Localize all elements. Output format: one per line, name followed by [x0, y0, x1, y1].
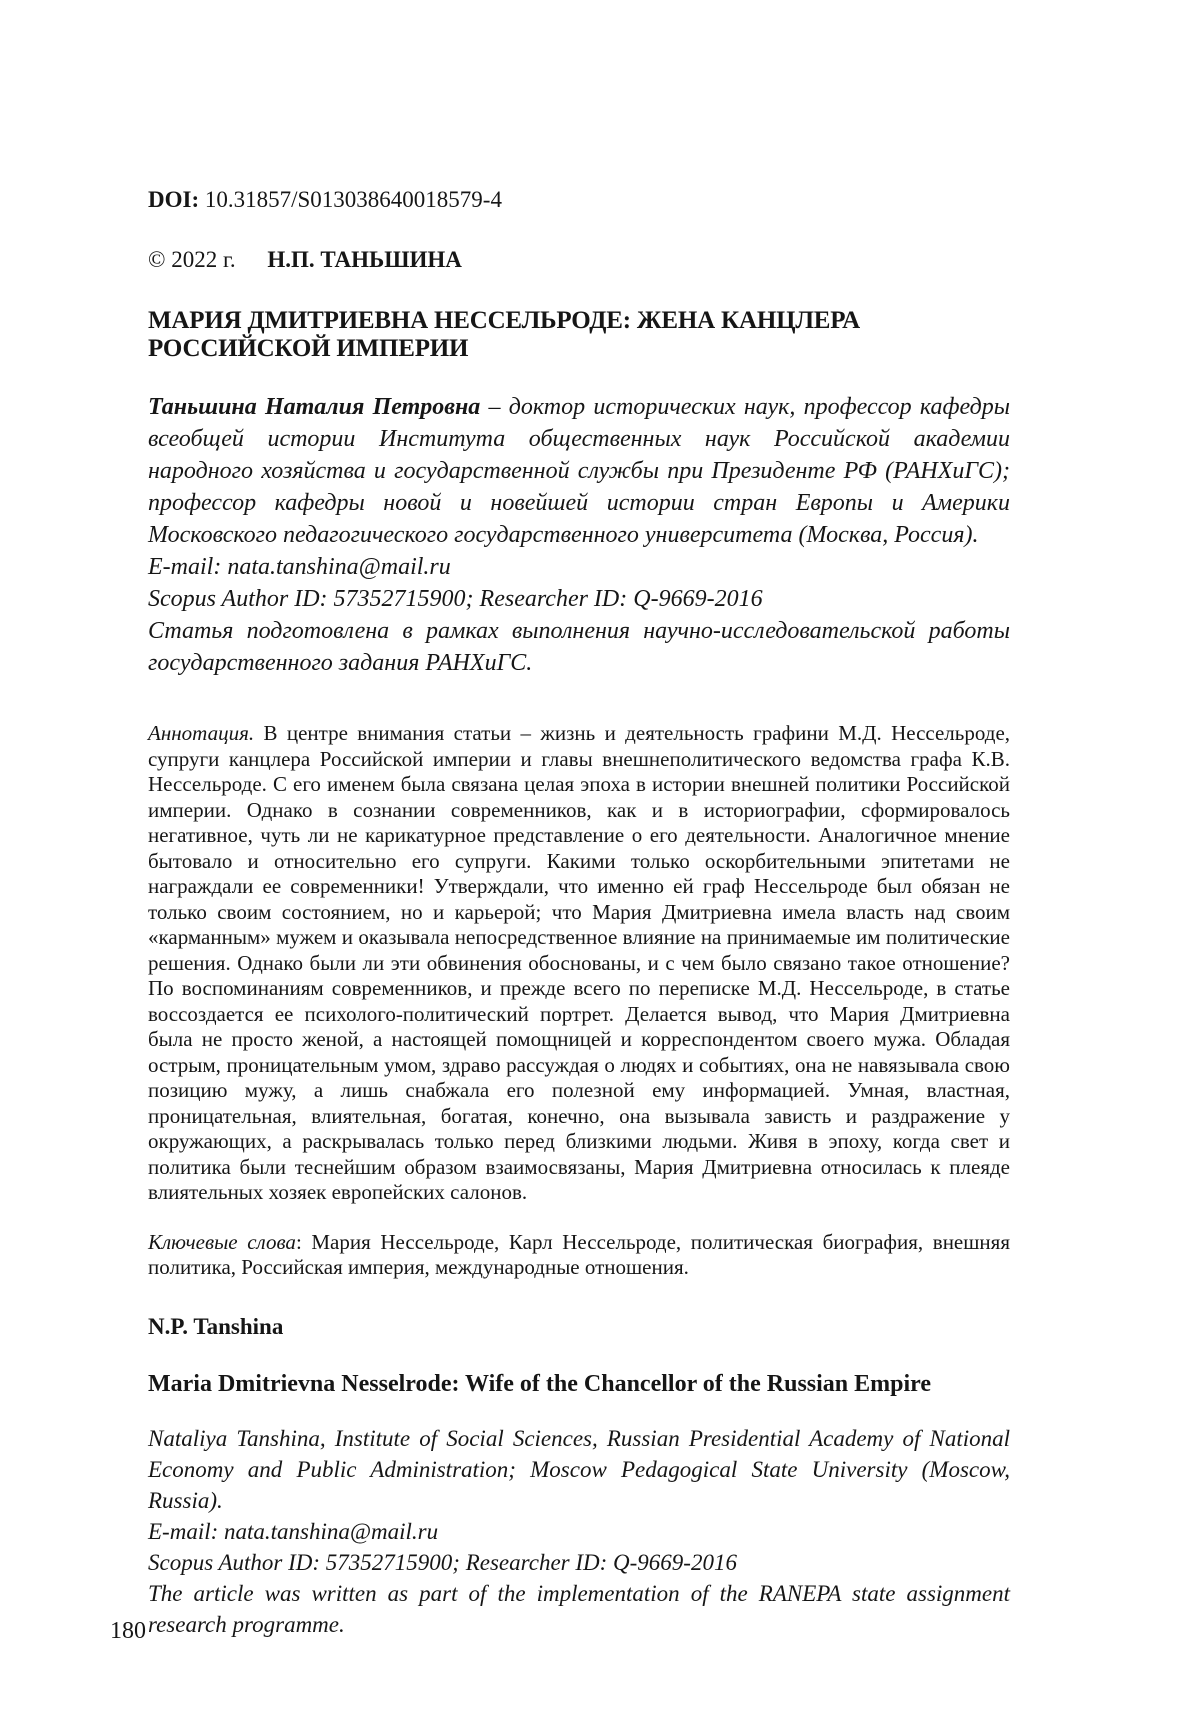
keywords-text: : Мария Нессельроде, Карл Нессельроде, политическая биография, внешняя политика, Российская империя, международные отношения. [148, 1229, 1010, 1280]
author-name-ru: Таньшина Наталия Петровна [148, 394, 481, 421]
keywords-label: Ключевые слова [148, 1229, 296, 1254]
author-affiliation-block-en [148, 1423, 1010, 1640]
abstract-label: Аннотация. [148, 721, 255, 746]
funding-note-ru: Статья подготовлена в рамках выполнения научно-исследовательской работы государственного задания РАНХиГС. [148, 618, 1010, 677]
email-line-en: E-mail: nata.tanshina@mail.ru [148, 1519, 439, 1545]
author-name-en: N.P. Tanshina [148, 1313, 284, 1339]
doi-value: 10.31857/S013038640018579-4 [204, 187, 502, 212]
abstract-text: В центре внимания статьи – жизнь и деятельность графини М.Д. Нессельроде, супруги канцлера Российской империи и главы внешнеполитического ведомства графа К.В. Нессельроде. С его именем была связана целая эпоха в истории внешней политики Российской империи. Однако в сознании современников, как и в историографии, сформировалось негативное, чуть ли не карикатурное представление о его деятельности. Аналогичное мнение бытовало и относительно его супруги. Какими только оскорбительными эпитетами не награждали ее современники! Утверждали, что именно ей граф Нессельроде был обязан не только своим состоянием, но и карьерой; что Мария Дмитриевна имела власть над своим «карманным» мужем и оказывала непосредственное влияние на принимаемые им политические решения. Однако были ли эти обвинения обоснованы, и с чем было связано такое отношение? По воспоминаниям современников, и прежде всего по переписке М.Д. Нессельроде, в статье воссоздается ее психолого-политический портрет. Делается вывод, что Мария Дмитриевна была не просто женой, а настоящей помощницей и корреспондентом своего мужа. Обладая острым, проницательным умом, здраво рассуждая о людях и событиях, она не навязывала свою позицию мужу, а лишь снабжала его полезной ему информацией. Умная, властная, проницательная, влиятельная, богатая, конечно, она вызывала зависть и раздражение у окружающих, а раскрывалась только перед близкими людьми. Живя в эпоху, когда свет и политика были теснейшим образом взаимосвязаны, Мария Дмитриевна относилась к плеяде влиятельных хозяек европейских салонов. [148, 721, 1011, 1205]
copyright-line [148, 246, 1010, 274]
affiliation-paragraph-ru [148, 391, 1010, 551]
article-title-en: Maria Dmitrievna Nesselrode: Wife of the Chancellor of the Russian Empire [148, 1371, 932, 1398]
article-title-ru: МАРИЯ ДМИТРИЕВНА НЕССЕЛЬРОДЕ: ЖЕНА КАНЦЛЕРА РОССИЙСКОЙ ИМПЕРИИ [148, 307, 860, 363]
affiliation-text-ru: – доктор исторических наук, профессор кафедры всеобщей истории Института общественных наук Российской академии народного хозяйства и государственной службы при Президенте РФ (РАНХиГС); профессор кафедры новой и новейшей истории стран Европы и Америки Московского педагогического государственного университета (Москва, Россия). [148, 394, 1010, 549]
ids-line-ru: Scopus Author ID: 57352715900; Researcher ID: Q-9669-2016 [148, 586, 763, 613]
doi-line [148, 186, 1010, 214]
abstract-section [148, 721, 1010, 1206]
text-column [148, 186, 1010, 1640]
email-line-ru: E-mail: nata.tanshina@mail.ru [148, 554, 451, 581]
copyright-year: © 2022 г. [148, 246, 236, 272]
funding-note-en: The article was written as part of the implementation of the RANEPA state assignment research programme. [148, 1581, 1010, 1638]
ids-line-en: Scopus Author ID: 57352715900; Researcher ID: Q-9669-2016 [148, 1550, 737, 1576]
keywords-section [148, 1230, 1010, 1281]
doi-label: DOI: [148, 187, 200, 212]
page-number: 180 [110, 1618, 146, 1644]
author-affiliation-block-ru [148, 391, 1010, 679]
author-name-caps: Н.П. ТАНЬШИНА [267, 246, 462, 272]
affiliation-paragraph-en: Nataliya Tanshina, Institute of Social Sciences, Russian Presidential Academy of National Economy and Public Administration; Moscow Pedagogical State University (Moscow, Russia). [148, 1426, 1010, 1514]
